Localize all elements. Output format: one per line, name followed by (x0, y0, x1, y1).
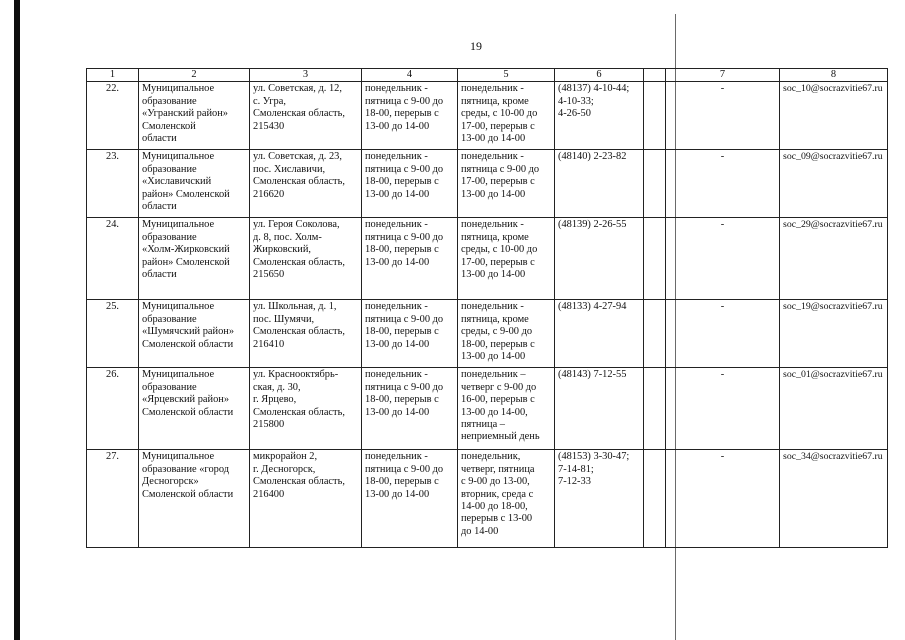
blank-cell (644, 450, 666, 548)
table-row (87, 368, 888, 450)
phone: (48137) 4-10-44; 4-10-33; 4-26-50 (555, 82, 644, 150)
table-row (87, 450, 888, 548)
reception-hours: понедельник - пятница, кроме среды, с 10-00 до 17-00, перерыв с 13-00 до 14-00 (458, 218, 555, 300)
header-cell: 7 (666, 69, 780, 82)
municipality-name: Муниципальное образование «Ярцевский район» Смоленской области (139, 368, 250, 450)
blank-cell (644, 82, 666, 150)
table-row (87, 82, 888, 150)
email: soc_34@socrazvitie67.ru (780, 450, 888, 548)
address: ул. Советская, д. 12, с. Угра, Смоленская область, 215430 (250, 82, 362, 150)
municipality-name: Муниципальное образование «город Десногорск» Смоленской области (139, 450, 250, 548)
phone: (48140) 2-23-82 (555, 150, 644, 218)
page-number: 19 (470, 39, 482, 53)
header-row (87, 69, 888, 82)
reception-hours: понедельник - пятница, кроме среды, с 10-00 до 17-00, перерыв с 13-00 до 14-00 (458, 82, 555, 150)
header-cell: 4 (362, 69, 458, 82)
blank-cell (644, 218, 666, 300)
header-cell: 3 (250, 69, 362, 82)
row-number: 26. (87, 368, 139, 450)
table-row (87, 150, 888, 218)
reception-hours: понедельник - пятница с 9-00 до 17-00, перерыв с 13-00 до 14-00 (458, 150, 555, 218)
address: ул. Советская, д. 23, пос. Хиславичи, Смоленская область, 216620 (250, 150, 362, 218)
phone: (48133) 4-27-94 (555, 300, 644, 368)
column-7-value: - (666, 218, 780, 300)
column-7-value: - (666, 82, 780, 150)
working-hours: понедельник - пятница с 9-00 до 18-00, перерыв с 13-00 до 14-00 (362, 218, 458, 300)
table-row (87, 300, 888, 368)
row-number: 24. (87, 218, 139, 300)
column-7-value: - (666, 450, 780, 548)
phone: (48153) 3-30-47; 7-14-81; 7-12-33 (555, 450, 644, 548)
blank-cell (644, 300, 666, 368)
phone: (48143) 7-12-55 (555, 368, 644, 450)
working-hours: понедельник - пятница с 9-00 до 18-00, перерыв с 13-00 до 14-00 (362, 300, 458, 368)
email: soc_01@socrazvitie67.ru (780, 368, 888, 450)
phone: (48139) 2-26-55 (555, 218, 644, 300)
reception-hours: понедельник - пятница, кроме среды, с 9-00 до 18-00, перерыв с 13-00 до 14-00 (458, 300, 555, 368)
column-7-value: - (666, 300, 780, 368)
header-cell: 1 (87, 69, 139, 82)
address: ул. Школьная, д. 1, пос. Шумячи, Смоленская область, 216410 (250, 300, 362, 368)
working-hours: понедельник - пятница с 9-00 до 18-00, перерыв с 13-00 до 14-00 (362, 150, 458, 218)
working-hours: понедельник - пятница с 9-00 до 18-00, перерыв с 13-00 до 14-00 (362, 368, 458, 450)
email: soc_09@socrazvitie67.ru (780, 150, 888, 218)
blank-cell (644, 150, 666, 218)
column-7-value: - (666, 150, 780, 218)
reception-hours: понедельник, четверг, пятница с 9-00 до 13-00, вторник, среда с 14-00 до 18-00, перерыв с 13-00 до 14-00 (458, 450, 555, 548)
row-number: 27. (87, 450, 139, 548)
header-cell: 5 (458, 69, 555, 82)
row-number: 22. (87, 82, 139, 150)
institutions-table (86, 68, 888, 548)
header-cell (644, 69, 666, 82)
table-row (87, 218, 888, 300)
address: ул. Краснооктябрь- ская, д. 30, г. Ярцево, Смоленская область, 215800 (250, 368, 362, 450)
email: soc_29@socrazvitie67.ru (780, 218, 888, 300)
header-cell: 8 (780, 69, 888, 82)
address: ул. Героя Соколова, д. 8, пос. Холм- Жирковский, Смоленская область, 215650 (250, 218, 362, 300)
binding-edge-bar (14, 0, 20, 640)
reception-hours: понедельник – четверг с 9-00 до 16-00, перерыв с 13-00 до 14-00, пятница – неприемный день (458, 368, 555, 450)
municipality-name: Муниципальное образование «Угранский район» Смоленской области (139, 82, 250, 150)
working-hours: понедельник - пятница с 9-00 до 18-00, перерыв с 13-00 до 14-00 (362, 450, 458, 548)
column-7-value: - (666, 368, 780, 450)
email: soc_19@socrazvitie67.ru (780, 300, 888, 368)
address: микрорайон 2, г. Десногорск, Смоленская область, 216400 (250, 450, 362, 548)
row-number: 23. (87, 150, 139, 218)
header-cell: 6 (555, 69, 644, 82)
row-number: 25. (87, 300, 139, 368)
municipality-name: Муниципальное образование «Хиславичский район» Смоленской области (139, 150, 250, 218)
header-cell: 2 (139, 69, 250, 82)
municipality-name: Муниципальное образование «Холм-Жирковский район» Смоленской области (139, 218, 250, 300)
blank-cell (644, 368, 666, 450)
email: soc_10@socrazvitie67.ru (780, 82, 888, 150)
working-hours: понедельник - пятница с 9-00 до 18-00, перерыв с 13-00 до 14-00 (362, 82, 458, 150)
municipality-name: Муниципальное образование «Шумячский район» Смоленской области (139, 300, 250, 368)
